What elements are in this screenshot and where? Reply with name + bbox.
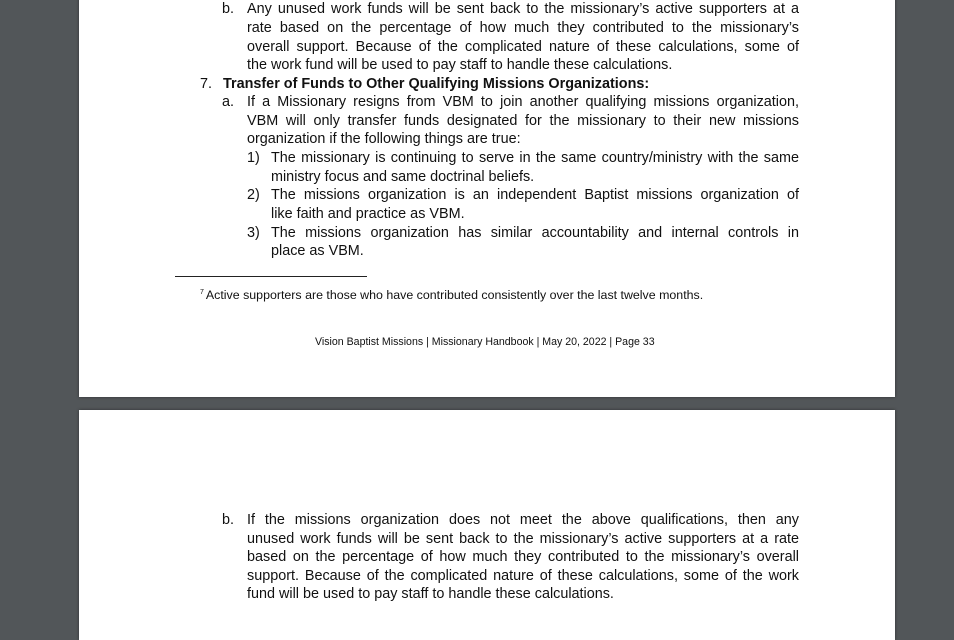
footnote-number: 7 <box>200 289 204 296</box>
footnote-text: Active supporters are those who have contributed consistently over the last twelve months. <box>205 288 704 302</box>
condition-line: like faith and practice as VBM. <box>271 206 465 222</box>
paragraph-line: unused work funds will be sent back to the missionary’s active supporters at a rate <box>247 531 799 547</box>
paragraph-line: Any unused work funds will be sent back to the missionary’s active supporters at a <box>247 1 799 17</box>
section-number: 7. <box>200 76 213 92</box>
list-marker-b: b. <box>222 1 235 17</box>
list-marker-b: b. <box>222 512 235 528</box>
paragraph-line: If the missions organization does not meet the above qualifications, then any <box>247 512 799 528</box>
footnote <box>200 285 703 303</box>
paragraph-line: based on the percentage of how much they contributed to the missionary’s overall <box>247 549 799 565</box>
pdf-page-34 <box>79 410 895 640</box>
list-marker-1: 1) <box>247 150 260 166</box>
paragraph-line: support. Because of the complicated nature of these calculations, some of the work <box>247 568 799 584</box>
condition-line: ministry focus and same doctrinal beliefs. <box>271 169 535 185</box>
condition-line: The missions organization is an independent Baptist missions organization of <box>271 187 799 203</box>
paragraph-line: the work fund will be used to pay staff to handle these calculations. <box>247 57 673 73</box>
condition-line: place as VBM. <box>271 243 364 259</box>
footnote-separator <box>175 276 367 277</box>
list-marker-3: 3) <box>247 225 260 241</box>
section-heading: Transfer of Funds to Other Qualifying Missions Organizations: <box>223 76 650 92</box>
paragraph-line: If a Missionary resigns from VBM to join another qualifying missions organization, <box>247 94 799 110</box>
condition-line: The missionary is continuing to serve in the same country/ministry with the same <box>271 150 799 166</box>
paragraph-line: overall support. Because of the complicated nature of these calculations, some of <box>247 39 799 55</box>
paragraph-line: organization if the following things are true: <box>247 131 521 147</box>
paragraph-line: rate based on the percentage of how much they contributed to the missionary’s <box>247 20 799 36</box>
paragraph-line: fund will be used to pay staff to handle these calculations. <box>247 586 614 602</box>
list-marker-a: a. <box>222 94 235 110</box>
page-footer: Vision Baptist Missions | Missionary Handbook | May 20, 2022 | Page 33 <box>315 336 655 348</box>
list-marker-2: 2) <box>247 187 260 203</box>
pdf-page-33 <box>79 0 895 397</box>
paragraph-line: VBM will only transfer funds designated for the missionary to their new missions <box>247 113 799 129</box>
condition-line: The missions organization has similar accountability and internal controls in <box>271 225 799 241</box>
